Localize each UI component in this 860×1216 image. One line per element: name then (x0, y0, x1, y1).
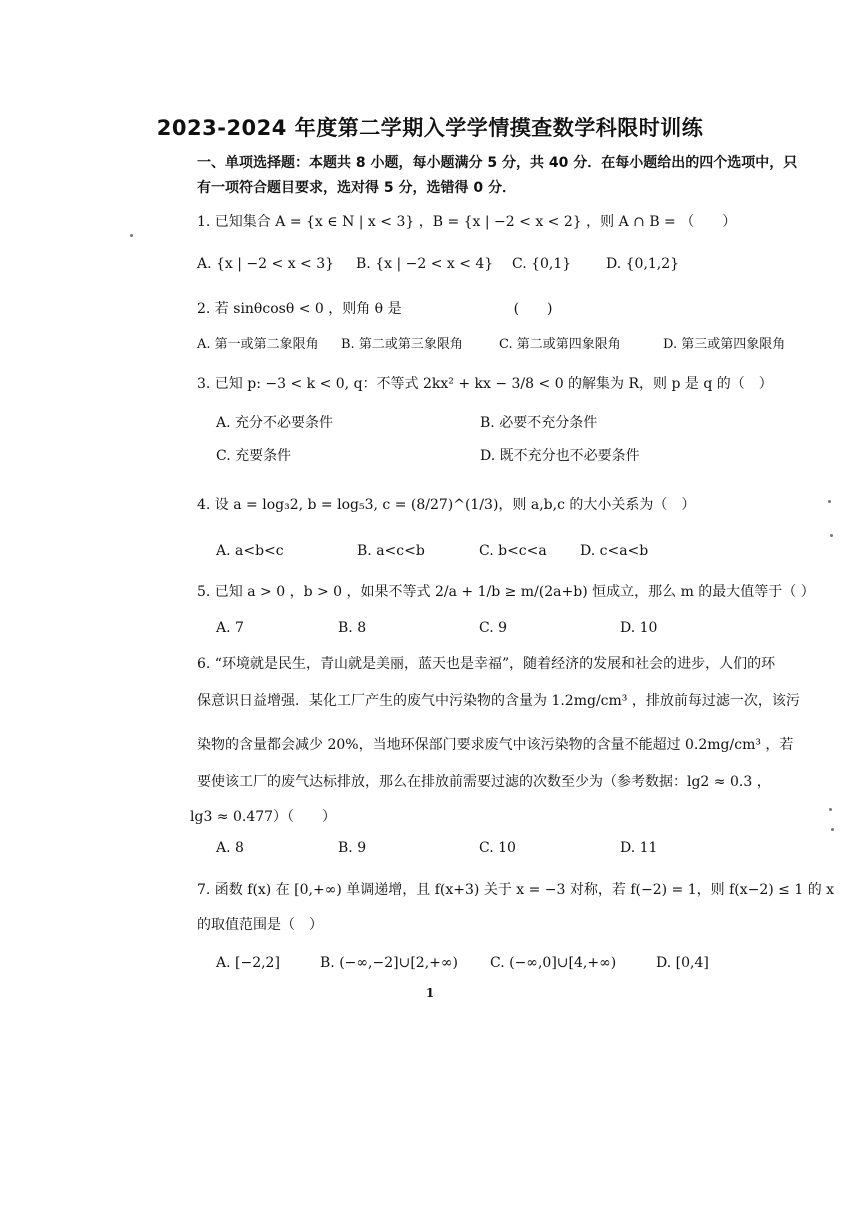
question-5-option-b: B. 8 (338, 620, 367, 636)
question-6-line-5: lg3 ≈ 0.477）（ ） (190, 809, 337, 825)
question-2-stem: 2. 若 sinθcosθ < 0 ，则角 θ 是 ( ) (197, 301, 553, 317)
scan-speck (130, 234, 133, 237)
question-1-option-c: C. {0,1} (512, 256, 572, 272)
question-2-option-d: D. 第三或第四象限角 (663, 337, 786, 352)
scan-speck (831, 828, 834, 831)
scan-speck (830, 534, 833, 537)
scan-speck (828, 500, 831, 503)
question-2-option-c: C. 第二或第四象限角 (499, 337, 621, 352)
question-4-option-b: B. a<c<b (357, 543, 425, 559)
question-3-option-b: B. 必要不充分条件 (480, 415, 598, 431)
section-instructions-line-1: 一、单项选择题：本题共 8 小题，每小题满分 5 分，共 40 分．在每小题给出的四个选项中，只 (197, 155, 798, 171)
question-6-option-b: B. 9 (338, 840, 367, 856)
question-5-option-c: C. 9 (479, 620, 508, 636)
question-7-line-1: 7. 函数 f(x) 在 [0,+∞) 单调递增，且 f(x+3) 关于 x = −3 对称，若 f(−2) = 1，则 f(x−2) ≤ 1 的 x (197, 882, 835, 898)
question-7-option-a: A. [−2,2] (216, 955, 280, 971)
question-4-stem: 4. 设 a = log₃2, b = log₅3, c = (8/27)^(1/3)，则 a,b,c 的大小关系为（ ） (197, 497, 696, 513)
question-6-line-4: 要使该工厂的废气达标排放，那么在排放前需要过滤的次数至少为（参考数据：lg2 ≈ 0.3 ， (197, 774, 771, 790)
question-6-line-1: 6. “环境就是民生，青山就是美丽，蓝天也是幸福”，随着经济的发展和社会的进步，人们的环 (197, 656, 776, 672)
page-number: 1 (425, 986, 435, 1000)
question-1-option-b: B. {x | −2 < x < 4} (356, 256, 494, 272)
question-3-option-d: D. 既不充分也不必要条件 (480, 448, 640, 464)
question-6-option-c: C. 10 (479, 840, 516, 856)
section-instructions-line-2: 有一项符合题目要求，选对得 5 分，选错得 0 分． (197, 180, 516, 196)
question-4-option-d: D. c<a<b (580, 543, 649, 559)
question-4-option-c: C. b<c<a (479, 543, 547, 559)
question-3-option-a: A. 充分不必要条件 (216, 415, 334, 431)
question-7-option-b: B. (−∞,−2]∪[2,+∞) (320, 955, 458, 971)
question-2-option-a: A. 第一或第二象限角 (197, 337, 319, 352)
question-7-option-d: D. [0,4] (656, 955, 709, 971)
question-5-option-a: A. 7 (216, 620, 244, 636)
question-1-stem: 1. 已知集合 A = {x ∈ N | x < 3} ，B = {x | −2 < x < 2} ，则 A ∩ B = （ ） (197, 214, 737, 230)
question-7-option-c: C. (−∞,0]∪[4,+∞) (490, 955, 617, 971)
question-3-option-c: C. 充要条件 (216, 448, 292, 464)
question-7-line-2: 的取值范围是（ ） (197, 917, 323, 933)
question-5-option-d: D. 10 (620, 620, 658, 636)
question-1-option-a: A. {x | −2 < x < 3} (197, 256, 335, 272)
question-1-option-d: D. {0,1,2} (606, 256, 680, 272)
question-3-stem: 3. 已知 p: −3 < k < 0, q：不等式 2kx² + kx − 3/8 < 0 的解集为 R，则 p 是 q 的（ ） (197, 376, 773, 392)
question-6-option-d: D. 11 (620, 840, 658, 856)
question-5-stem: 5. 已知 a > 0 ，b > 0 ，如果不等式 2/a + 1/b ≥ m/(2a+b) 恒成立，那么 m 的最大值等于（ ） (197, 584, 815, 600)
question-6-option-a: A. 8 (216, 840, 244, 856)
page-title: 2023-2024 年度第二学期入学学情摸查数学科限时训练 (156, 116, 704, 140)
question-2-option-b: B. 第二或第三象限角 (341, 337, 463, 352)
question-6-line-3: 染物的含量都会减少 20%，当地环保部门要求废气中该污染物的含量不能超过 0.2mg/cm³ ，若 (197, 737, 794, 753)
question-6-line-2: 保意识日益增强．某化工厂产生的废气中污染物的含量为 1.2mg/cm³ ，排放前每过滤一次，该污 (197, 693, 800, 709)
question-4-option-a: A. a<b<c (216, 543, 284, 559)
scan-speck (829, 808, 832, 811)
